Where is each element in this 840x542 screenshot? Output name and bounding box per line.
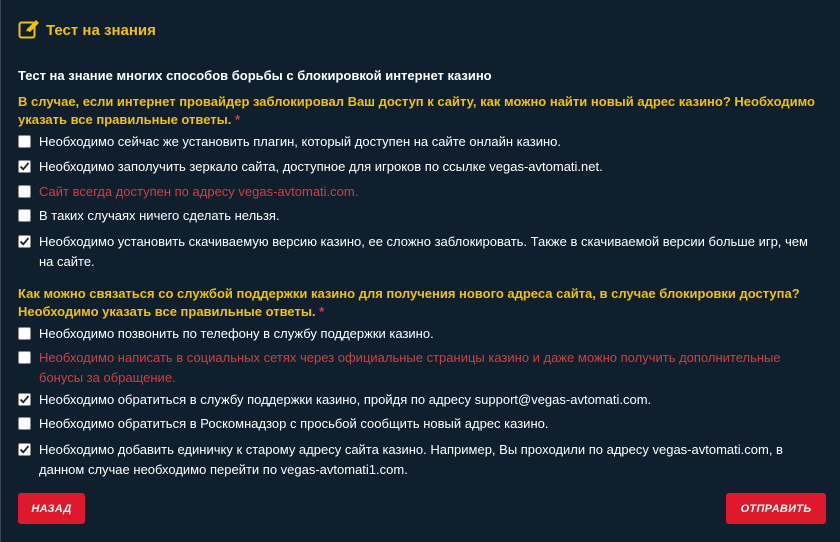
option-2-4[interactable] [18, 414, 818, 434]
option-label: Необходимо заполучить зеркало сайта, доступное для игроков по ссылке vegas-avtomati.net. [39, 159, 603, 174]
question-2 [18, 285, 818, 321]
quiz-title: Тест на знания [46, 21, 156, 39]
option-label: Сайт всегда доступен по адресу vegas-avtomati.com. [39, 184, 359, 199]
option-label: Необходимо добавить единичку к старому адресу сайта казино. Например, Вы проходили по адресу vegas-avtomati.com, в данном случае необходимо перейти по vegas-avtomati1.com. [39, 442, 783, 477]
checkmark-icon [19, 394, 30, 405]
option-1-3[interactable] [18, 182, 818, 202]
option-2-2[interactable] [18, 348, 818, 388]
checkbox[interactable] [18, 443, 31, 456]
quiz-intro: Тест на знание многих способов борьбы с блокировкой интернет казино [18, 68, 492, 83]
option-2-1[interactable] [18, 324, 818, 344]
checkbox[interactable] [18, 185, 31, 198]
checkbox[interactable] [18, 393, 31, 406]
option-2-3[interactable] [18, 390, 818, 410]
option-1-1[interactable] [18, 132, 818, 152]
option-label: Необходимо установить скачиваемую версию казино, ее сложно заблокировать. Также в скачиваемой версии больше игр, чем на сайте. [39, 234, 808, 269]
checkbox[interactable] [18, 351, 31, 364]
option-label: Необходимо написать в социальных сетях через официальные страницы казино и даже можно получить дополнительные бонусы за обращение. [39, 350, 781, 385]
quiz-header [18, 18, 156, 42]
option-label: Необходимо обратиться в службу поддержки казино, пройдя по адресу support@vegas-avtomati.com. [39, 392, 652, 407]
checkbox[interactable] [18, 209, 31, 222]
option-label: Необходимо обратиться в Роскомнадзор с просьбой сообщить новый адрес казино. [39, 416, 549, 431]
submit-button[interactable]: ОТПРАВИТЬ [726, 493, 826, 524]
checkbox[interactable] [18, 327, 31, 340]
required-mark: * [319, 304, 325, 319]
checkmark-icon [19, 236, 30, 247]
option-1-2[interactable] [18, 157, 818, 177]
option-label: Необходимо позвонить по телефону в службу поддержки казино. [39, 326, 434, 341]
option-1-5[interactable] [18, 232, 818, 272]
question-1 [18, 93, 818, 129]
checkbox[interactable] [18, 160, 31, 173]
edit-icon [18, 19, 40, 41]
checkbox[interactable] [18, 235, 31, 248]
checkmark-icon [19, 161, 30, 172]
checkbox[interactable] [18, 417, 31, 430]
back-button[interactable]: НАЗАД [18, 493, 85, 524]
option-label: Необходимо сейчас же установить плагин, который доступен на сайте онлайн казино. [39, 134, 561, 149]
option-label: В таких случаях ничего сделать нельзя. [39, 208, 280, 223]
question-text: В случае, если интернет провайдер заблокировал Ваш доступ к сайту, как можно найти новый адрес казино? Необходимо указать все правильные ответы. [18, 94, 815, 127]
option-2-5[interactable] [18, 440, 818, 480]
checkmark-icon [19, 444, 30, 455]
checkbox[interactable] [18, 135, 31, 148]
option-1-4[interactable] [18, 206, 818, 226]
required-mark: * [234, 112, 241, 127]
question-text: Как можно связаться со службой поддержки казино для получения нового адреса сайта, в случае блокировки доступа? Необходимо указать все правильные ответы. [18, 286, 800, 319]
